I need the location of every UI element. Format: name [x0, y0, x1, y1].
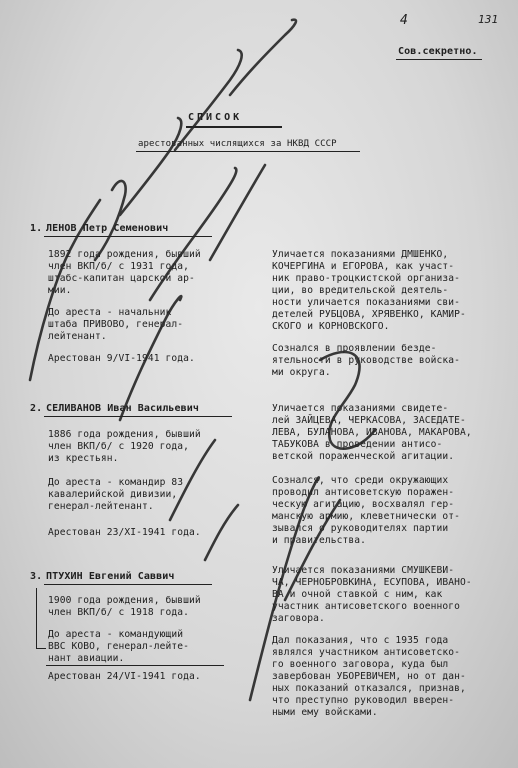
entry-charge-line: ятельности в руководстве войска-: [272, 355, 461, 366]
entry-charge-line: Уличается показаниями свидете-: [272, 403, 449, 414]
entry-bio-line: штабс-капитан царской ар-: [48, 273, 195, 284]
entry-arrested: Арестован 23/XI-1941 года.: [48, 527, 201, 538]
entry-bio-line: 1900 года рождения, бывший: [48, 595, 201, 606]
entry-position-line: До ареста - командир 83: [48, 477, 184, 488]
doc-number: 4: [400, 13, 408, 28]
entry-index: 1.: [30, 223, 43, 234]
entry-charge-line: Уличается показаниями ДМШЕНКО,: [272, 249, 449, 260]
entry-charge-line: КОЧЕРГИНА и ЕГОРОВА, как участ-: [272, 261, 455, 272]
entry-charge-line: СКОГО и КОРНОВСКОГО.: [272, 321, 390, 332]
entry-charge-line: участник антисоветского военного: [272, 601, 461, 612]
entry-bio-line: член ВКП/б/ с 1918 года.: [48, 607, 190, 618]
entry-position-line: До ареста - командующий: [48, 629, 184, 640]
secrecy-stamp: Сов.секретно.: [398, 46, 478, 57]
entry-charge-line: ми округа.: [272, 367, 331, 378]
entry-charge-line: ветской пораженческой агитации.: [272, 451, 455, 462]
entry-name: ЛЕНОВ Петр Семенович: [46, 223, 169, 234]
entry-charge-line: завербован УБОРЕВИЧЕМ, но от дан-: [272, 671, 466, 682]
entry-charge-line: го военного заговора, куда был: [272, 659, 449, 670]
entry-charge-line: ных показаний отказался, признав,: [272, 683, 466, 694]
entry-charge-line: ЛЕВА, БУЛАНОВА, ИВАНОВА, МАКАРОВА,: [272, 427, 472, 438]
entry-charge-line: являлся участником антисоветско-: [272, 647, 461, 658]
entry-bio-line: 1892 года рождения, бывший: [48, 249, 201, 260]
list-subtitle: арестованных числящихся за НКВД СССР: [138, 139, 337, 149]
page-number: 131: [478, 13, 499, 26]
entry-charge-line: Дал показания, что с 1935 года: [272, 635, 449, 646]
entry-arrested: Арестован 9/VI-1941 года.: [48, 353, 195, 364]
list-title: СПИСОК: [188, 112, 243, 123]
entry-charge-line: Сознался в проявлении безде-: [272, 343, 437, 354]
entry-charge-line: ческую агитацию, восхвалял гер-: [272, 499, 455, 510]
entry-bio-line: член ВКП/б/ с 1931 года,: [48, 261, 190, 272]
entry-position-line: До ареста - начальник: [48, 307, 172, 318]
entry-arrested: Арестован 24/VI-1941 года.: [48, 671, 201, 682]
entry-position-line: кавалерийской дивизии,: [48, 489, 178, 500]
entry-charge-line: Уличается показаниями СМУШКЕВИ-: [272, 565, 455, 576]
entry-charge-line: что преступно руководил вверен-: [272, 695, 455, 706]
entry-charge-line: и правительства.: [272, 535, 367, 546]
entry-position-line: ВВС КОВО, генерал-лейте-: [48, 641, 190, 652]
entry-charge-line: ЧА, ЧЕРНОБРОВКИНА, ЕСУПОВА, ИВАНО-: [272, 577, 472, 588]
entry-bio-line: 1886 года рождения, бывший: [48, 429, 201, 440]
entry-position-line: генерал-лейтенант.: [48, 501, 154, 512]
entry-charge-line: детелей РУБЦОВА, ХРЯВЕНКО, КАМИР-: [272, 309, 466, 320]
entry-bio-line: член ВКП/б/ с 1920 года,: [48, 441, 190, 452]
entry-charge-line: ник право-троцкистской организа-: [272, 273, 461, 284]
entry-charge-line: Сознался, что среди окружающих: [272, 475, 449, 486]
entry-charge-line: ции, во вредительской деятель-: [272, 285, 449, 296]
entry-charge-line: ВА и очной ставкой с ним, как: [272, 589, 443, 600]
entry-charge-line: проводил антисоветскую поражен-: [272, 487, 455, 498]
entry-position-line: нант авиации.: [48, 653, 125, 664]
entry-charge-line: ными ему войсками.: [272, 707, 378, 718]
entry-charge-line: манскую армию, клеветнически от-: [272, 511, 461, 522]
entry-charge-line: лей ЗАЙЦЕВА, ЧЕРКАСОВА, ЗАСЕДАТЕ-: [272, 415, 466, 426]
entry-name: СЕЛИВАНОВ Иван Васильевич: [46, 403, 200, 414]
entry-charge-line: заговора.: [272, 613, 325, 624]
entry-charge-line: ности уличается показаниями сви-: [272, 297, 461, 308]
entry-position-line: лейтенант.: [48, 331, 107, 342]
entry-index: 3.: [30, 571, 43, 582]
entry-charge-line: зывался о руководителях партии: [272, 523, 449, 534]
entry-name: ПТУХИН Евгений Саввич: [46, 571, 175, 582]
entry-charge-line: ТАБУКОВА в проведении антисо-: [272, 439, 443, 450]
entry-position-line: штаба ПРИВОВО, генерал-: [48, 319, 184, 330]
entry-bio-line: из крестьян.: [48, 453, 119, 464]
entry-bio-line: мии.: [48, 285, 72, 296]
entry-index: 2.: [30, 403, 43, 414]
